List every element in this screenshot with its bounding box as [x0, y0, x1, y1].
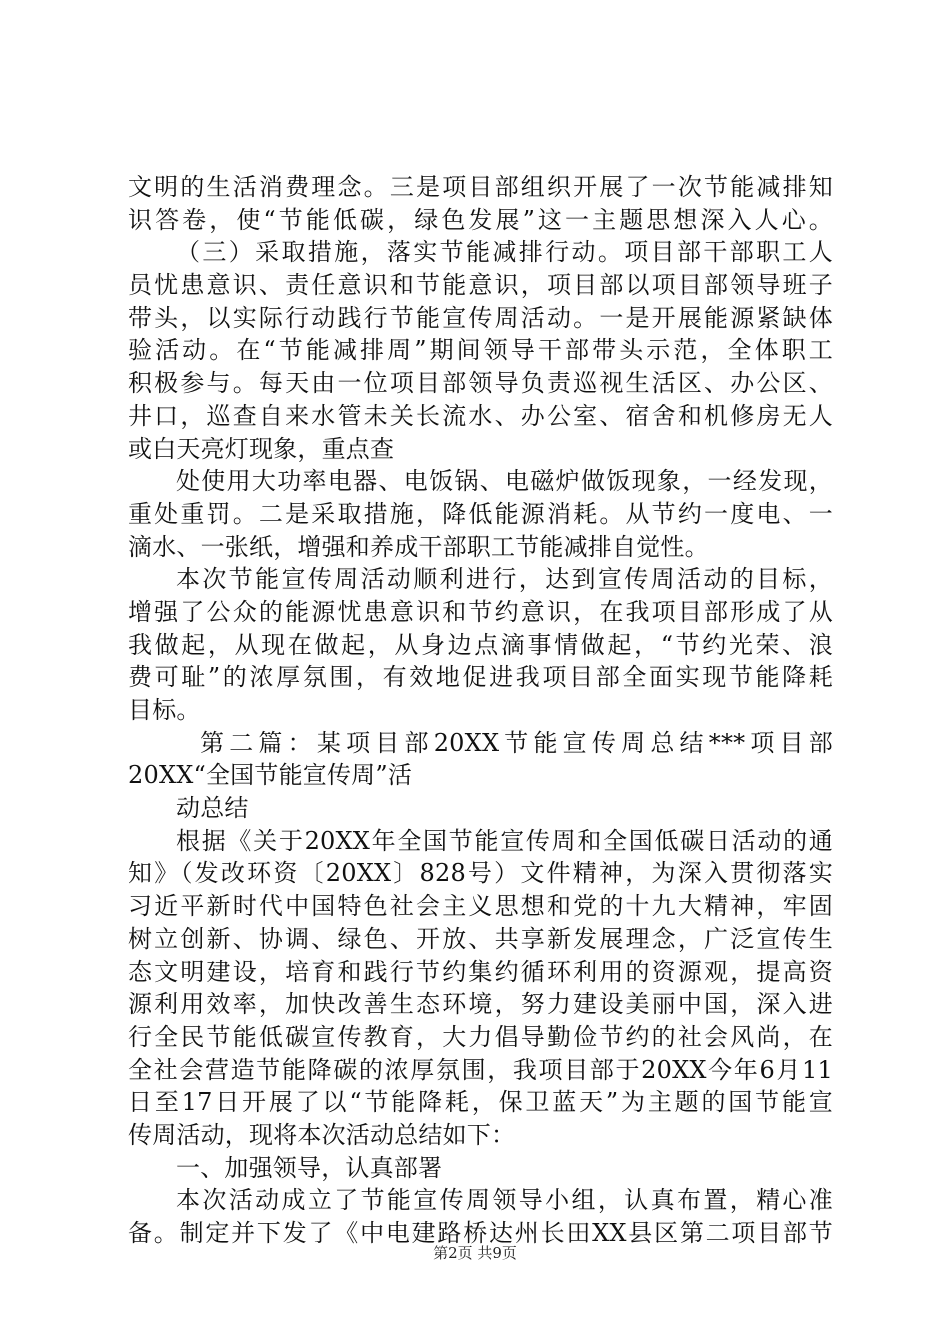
- text-line: 增强了公众的能源忧患意识和节约意识，在我项目部形成了从: [128, 597, 833, 626]
- text-line: 目标。: [128, 696, 201, 724]
- text-line: 处使用大功率电器、电饭锅、电磁炉做饭现象，一经发现，: [176, 467, 833, 496]
- text-line: 行全民节能低碳宣传教育，大力倡导勤俭节约的社会风尚，在: [128, 1022, 833, 1051]
- text-line: 我做起，从现在做起，从身边点滴事情做起，“节约光荣、浪: [128, 630, 833, 659]
- text-line: 员忧患意识、责任意识和节能意识，项目部以项目部领导班子: [128, 271, 833, 300]
- text-line: （三）采取措施，落实节能减排行动。项目部干部职工人: [176, 238, 833, 267]
- text-line: 态文明建设，培育和践行节约集约循环利用的资源观，提高资: [128, 957, 833, 986]
- text-line: 积极参与。每天由一位项目部领导负责巡视生活区、办公区、: [128, 369, 833, 398]
- text-line: 文明的生活消费理念。三是项目部组织开展了一次节能减排知: [128, 173, 833, 201]
- text-line: 本次节能宣传周活动顺利进行，达到宣传周活动的目标，: [176, 565, 833, 594]
- text-line: 习近平新时代中国特色社会主义思想和党的十九大精神，牢固: [128, 892, 833, 921]
- text-line: 传周活动，现将本次活动总结如下：: [128, 1120, 516, 1149]
- text-line: 井口，巡查自来水管未关长流水、办公室、宿舍和机修房无人: [128, 401, 833, 430]
- text-line: 或白天亮灯现象，重点查: [128, 434, 395, 463]
- text-line: 源利用效率，加快改善生态环境，努力建设美丽中国，深入进: [128, 990, 833, 1019]
- text-line: 滴水、一张纸，增强和养成干部职工节能减排自觉性。: [128, 532, 709, 561]
- text-line: 备。制定并下发了《中电建路桥达州长田XX县区第二项目部节: [128, 1219, 833, 1247]
- text-line: 树立创新、协调、绿色、开放、共享新发展理念，广泛宣传生: [128, 924, 833, 953]
- text-line: 验活动。在“节能减排周”期间领导干部带头示范，全体职工: [128, 336, 833, 365]
- text-line: 带头，以实际行动践行节能宣传周活动。一是开展能源紧缺体: [128, 303, 833, 332]
- text-line: 根据《关于20XX年全国节能宣传周和全国低碳日活动的通: [176, 826, 833, 855]
- text-line: 重处重罚。二是采取措施，降低能源消耗。从节约一度电、一: [128, 499, 833, 528]
- page-footer: [0, 1243, 950, 1263]
- text-line: 日至17日开展了以“节能降耗，保卫蓝天”为主题的国节能宣: [128, 1088, 833, 1117]
- text-line: 识答卷，使“节能低碳，绿色发展”这一主题思想深入人心。: [128, 205, 833, 234]
- section-heading-line: 20XX“全国节能宣传周”活: [128, 761, 413, 790]
- subheading-line: 一、加强领导，认真部署: [176, 1153, 443, 1182]
- text-line: 费可耻”的浓厚氛围，有效地促进我项目部全面实现节能降耗: [128, 663, 833, 692]
- text-line: 本次活动成立了节能宣传周领导小组，认真布置，精心准: [176, 1186, 833, 1215]
- text-line: 知》（发改环资〔20XX〕828号）文件精神，为深入贯彻落实: [128, 859, 833, 888]
- page-number-label: 第2页 共9页: [433, 1244, 517, 1262]
- text-line: 全社会营造节能降碳的浓厚氛围，我项目部于20XX今年6月11: [128, 1055, 833, 1084]
- section-heading-line: 第二篇：某项目部20XX节能宣传周总结***项目部: [200, 728, 833, 757]
- section-heading-line: 动总结: [176, 794, 249, 823]
- document-body: [128, 171, 833, 1250]
